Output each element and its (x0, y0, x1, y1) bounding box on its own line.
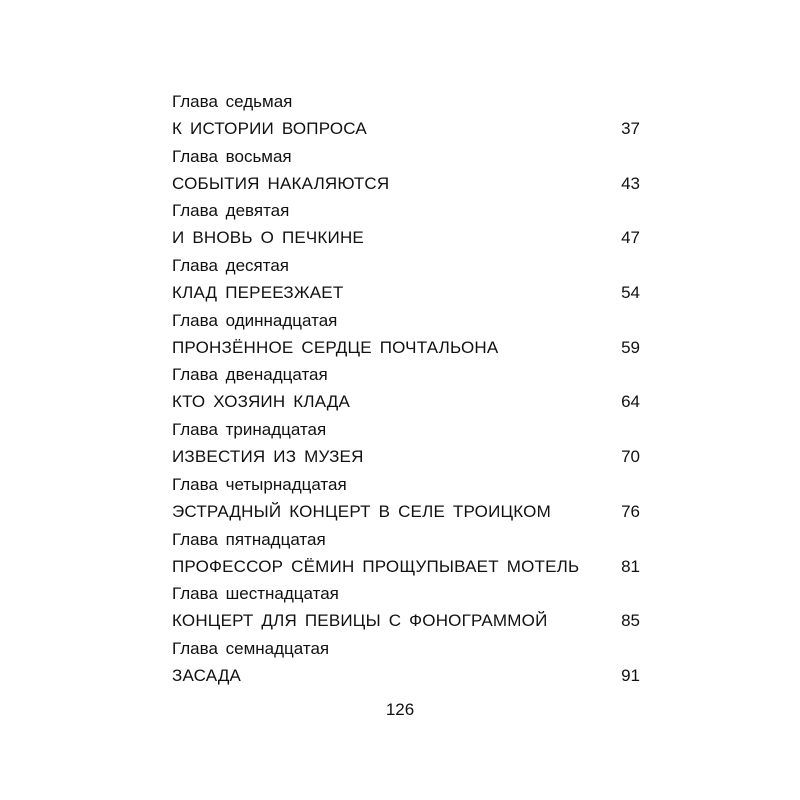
toc-title-row (172, 117, 640, 141)
chapter-title: ИЗВЕСТИЯ ИЗ МУЗЕЯ (172, 447, 364, 467)
toc-entry[interactable] (172, 310, 640, 365)
toc-entry[interactable] (172, 255, 640, 310)
chapter-label: Глава четырнадцатая (172, 474, 347, 494)
chapter-label: Глава двенадцатая (172, 365, 328, 385)
toc-entry[interactable] (172, 638, 640, 693)
chapter-title: СОБЫТИЯ НАКАЛЯЮТСЯ (172, 173, 390, 193)
chapter-title: К ИСТОРИИ ВОПРОСА (172, 119, 367, 138)
chapter-title: КЛАД ПЕРЕЕЗЖАЕТ (172, 283, 344, 303)
table-of-contents (172, 91, 640, 693)
toc-entry[interactable] (172, 146, 640, 201)
chapter-label: Глава пятнадцатая (172, 529, 326, 549)
toc-entry[interactable] (172, 91, 640, 146)
toc-title-row (172, 281, 640, 305)
chapter-title: ЭСТРАДНЫЙ КОНЦЕРТ В СЕЛЕ ТРОИЦКОМ (172, 501, 551, 521)
chapter-label: Глава девятая (172, 201, 290, 221)
page-number: 70 (621, 447, 640, 467)
page-number: 76 (621, 501, 640, 521)
page-folio: 126 (385, 700, 415, 719)
page-number: 54 (621, 283, 640, 303)
chapter-label: Глава восьмая (172, 146, 292, 166)
toc-title-row (172, 336, 640, 360)
toc-entry[interactable] (172, 583, 640, 638)
toc-title-row (172, 555, 640, 579)
chapter-title: КОНЦЕРТ ДЛЯ ПЕВИЦЫ С ФОНОГРАММОЙ (172, 611, 548, 631)
chapter-label: Глава семнадцатая (172, 638, 330, 658)
chapter-title: ПРОНЗЁННОЕ СЕРДЦЕ ПОЧТАЛЬОНА (172, 337, 499, 357)
chapter-label: Глава одиннадцатая (172, 310, 338, 330)
toc-title-row (172, 390, 640, 414)
toc-entry[interactable] (172, 474, 640, 529)
toc-entry[interactable] (172, 200, 640, 255)
chapter-label: Глава седьмая (172, 92, 293, 111)
chapter-title: ЗАСАДА (172, 665, 242, 685)
page-number: 91 (621, 665, 640, 685)
page-number: 37 (621, 119, 640, 138)
page-number: 85 (621, 611, 640, 631)
page-number: 81 (621, 556, 640, 576)
toc-entry[interactable] (172, 419, 640, 474)
toc-title-row (172, 609, 640, 633)
chapter-title: И ВНОВЬ О ПЕЧКИНЕ (172, 228, 364, 248)
page-number: 47 (621, 228, 640, 248)
page-number: 43 (621, 173, 640, 193)
chapter-title: ПРОФЕССОР СЁМИН ПРОЩУПЫВАЕТ МОТЕЛЬ (172, 556, 580, 576)
chapter-label: Глава шестнадцатая (172, 584, 339, 604)
page-number: 59 (621, 337, 640, 357)
page-number: 64 (621, 392, 640, 412)
chapter-label: Глава десятая (172, 256, 289, 276)
toc-entry[interactable] (172, 529, 640, 584)
toc-entry[interactable] (172, 364, 640, 419)
toc-title-row (172, 445, 640, 469)
toc-title-row (172, 500, 640, 524)
chapter-title: КТО ХОЗЯИН КЛАДА (172, 392, 351, 412)
toc-title-row (172, 172, 640, 196)
toc-title-row (172, 226, 640, 250)
toc-title-row (172, 664, 640, 688)
chapter-label: Глава тринадцатая (172, 420, 327, 440)
